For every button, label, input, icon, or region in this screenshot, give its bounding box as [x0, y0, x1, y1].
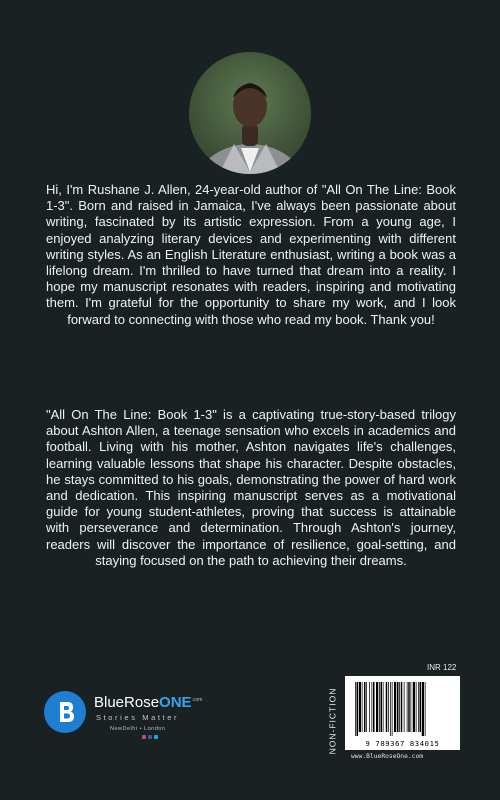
- barcode-bar: [376, 682, 378, 732]
- barcode-bars: [345, 676, 460, 738]
- barcode-bar: [401, 682, 403, 732]
- price-label: INR 122: [427, 663, 457, 672]
- twitter-icon: [154, 735, 158, 739]
- author-photo: [189, 52, 311, 174]
- book-synopsis: "All On The Line: Book 1-3" is a captivating true-story-based trilogy about Ashton Allen, a teenage sensation who excels in academics and football. Living with his mother, Ashton navigates life's challenges, learning valuable lessons that shape his character. Despite obstacles, he stays committed to his goals, demonstrating the power of hard work and dedication. This inspiring manuscript serves as a motivational guide for young student-athletes, proving that success is attainable with perseverance and determination. Through Ashton's journey, readers will discover the importance of resilience, goal-setting, and staying focused on the path to achieving their dreams.: [46, 407, 456, 568]
- barcode-bar: [418, 682, 419, 732]
- barcode-bar: [364, 682, 366, 732]
- barcode-bar: [420, 682, 422, 732]
- barcode-bar: [355, 682, 356, 736]
- barcode-bar: [383, 682, 384, 732]
- barcode-bar: [388, 682, 389, 732]
- barcode-bar: [373, 682, 375, 732]
- barcode-bar: [390, 682, 391, 736]
- barcode-bar: [416, 682, 417, 732]
- instagram-icon: [142, 735, 146, 739]
- publisher-name-one: ONE: [159, 694, 192, 711]
- publisher-dotcom: .com: [191, 697, 203, 703]
- publisher-website: www.BlueRoseOne.com: [351, 753, 424, 760]
- author-bio: Hi, I'm Rushane J. Allen, 24-year-old author of "All On The Line: Book 1-3". Born and raised in Jamaica, I've always been passionate about writing, fascinated by its artistic expression. From a young age, I enjoyed analyzing literary devices and experimenting with different writing styles. As an English Literature enthusiast, writing a book was a lifelong dream. I'm thrilled to have turned that dream into a reality. I hope my manuscript resonates with readers, inspiring and motivating them. I'm grateful for the opportunity to share my work, and I look forward to connecting with those who read my book. Thank you!: [46, 182, 456, 327]
- barcode-bar: [425, 682, 426, 736]
- barcode-bar: [357, 682, 359, 736]
- publisher-name-main: BlueRose: [94, 694, 160, 711]
- publisher-cities: NewDelhi • London: [110, 726, 166, 732]
- barcode-bar: [408, 682, 410, 732]
- genre-label: [324, 676, 340, 766]
- barcode-bar: [411, 682, 412, 732]
- barcode-bar: [404, 682, 405, 732]
- publisher-logo-icon: [44, 691, 86, 733]
- facebook-icon: [148, 735, 152, 739]
- barcode-bar: [399, 682, 400, 732]
- barcode-bar: [359, 682, 361, 732]
- publisher-tagline: Stories Matter: [96, 713, 180, 722]
- barcode-bar: [413, 682, 415, 732]
- barcode-bar: [392, 682, 393, 736]
- barcode-bar: [366, 682, 367, 732]
- barcode-bar: [422, 682, 424, 736]
- genre-text: NON-FICTION: [327, 687, 337, 755]
- publisher-name: [94, 694, 202, 711]
- barcode-bar: [381, 682, 383, 732]
- barcode-bar: [362, 682, 363, 732]
- barcode-bar: [379, 682, 380, 732]
- barcode-bar: [407, 682, 408, 732]
- barcode-bar: [394, 682, 396, 732]
- social-icons: [142, 735, 158, 739]
- barcode-bar: [369, 682, 370, 732]
- isbn-barcode: [345, 676, 460, 750]
- barcode-bar: [372, 682, 373, 732]
- isbn-number: 9 789367 834015: [365, 739, 440, 748]
- barcode-bar: [397, 682, 399, 732]
- barcode-bar: [386, 682, 388, 732]
